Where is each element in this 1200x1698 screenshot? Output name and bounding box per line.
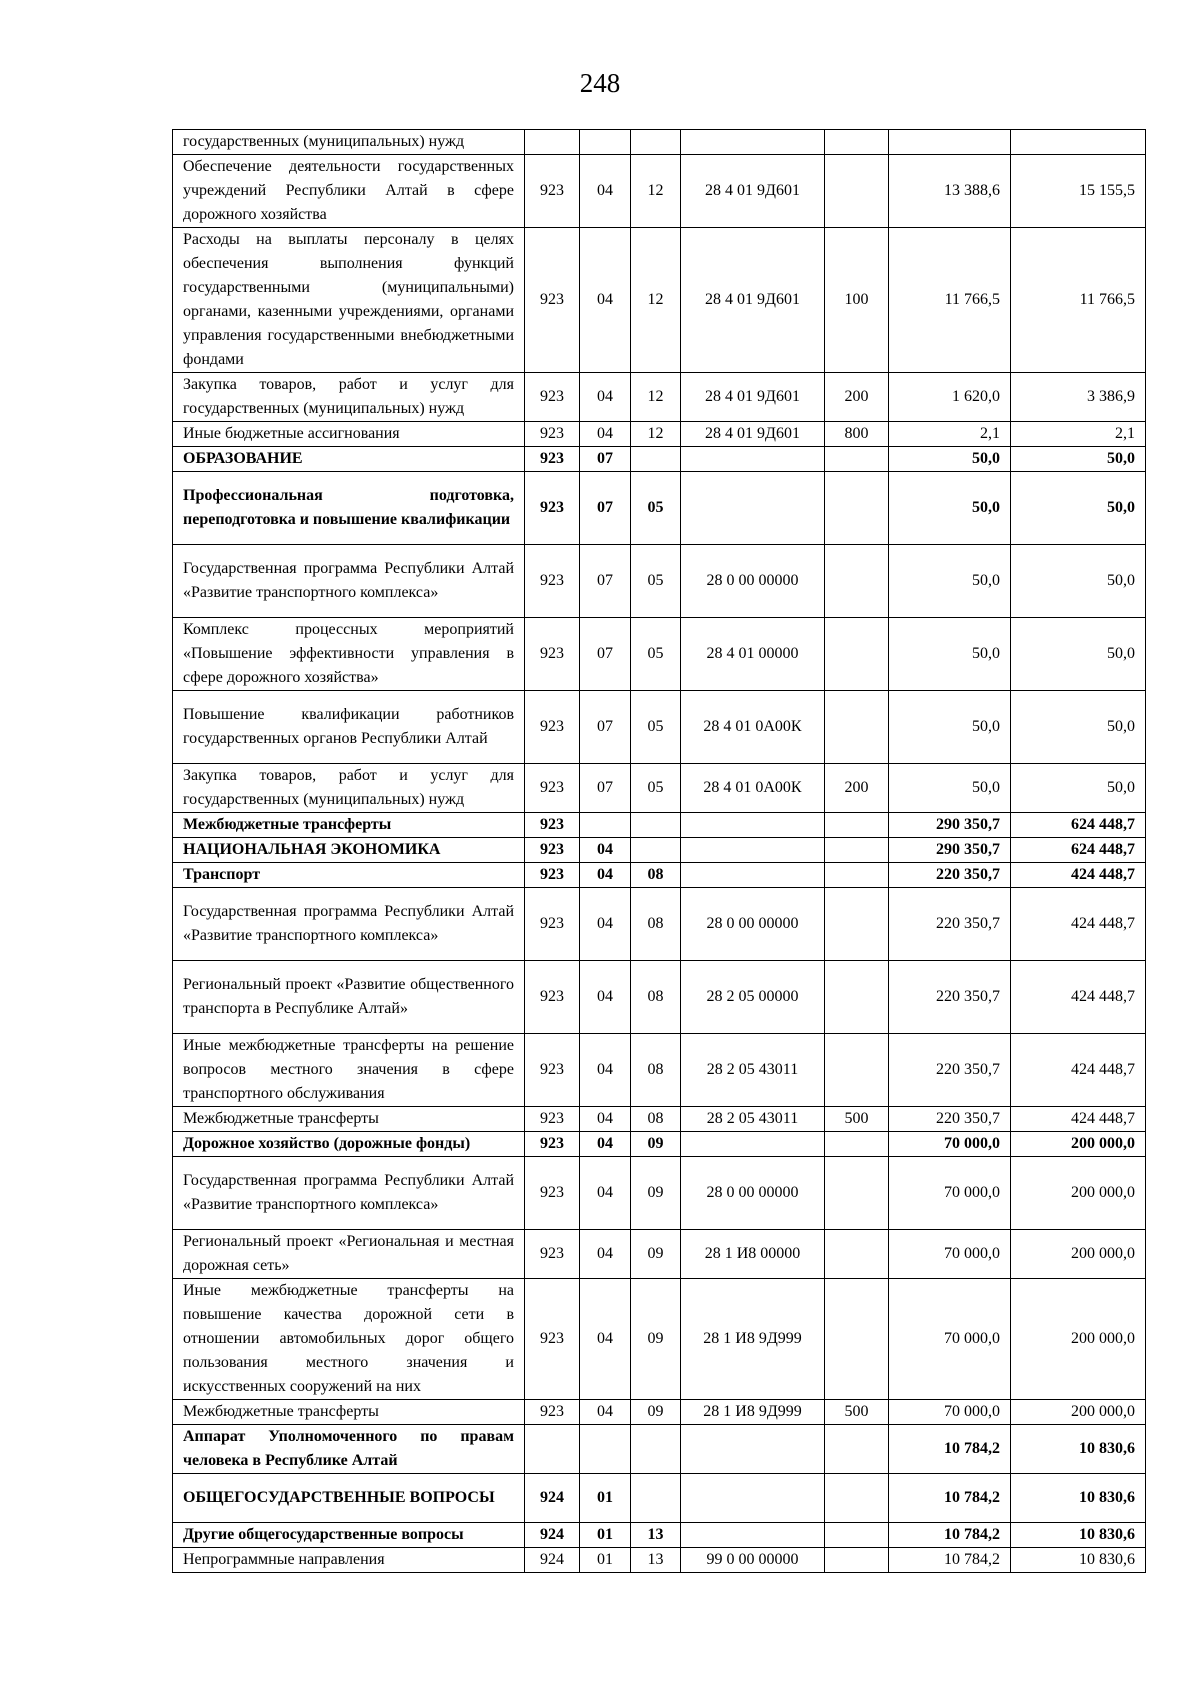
- cell-name: Непрограммные направления: [173, 1548, 525, 1573]
- cell-amount-year-1: 50,0: [889, 447, 1011, 472]
- cell-section-code: 07: [580, 618, 631, 691]
- cell-target-article: 28 4 01 9Д601: [681, 373, 825, 422]
- cell-section-code: 04: [580, 1157, 631, 1230]
- cell-amount-year-2: 200 000,0: [1011, 1400, 1146, 1425]
- cell-amount-year-2: 50,0: [1011, 691, 1146, 764]
- cell-subsection-code: 13: [631, 1548, 681, 1573]
- cell-target-article: 28 4 01 0А00К: [681, 691, 825, 764]
- cell-target-article: 28 0 00 00000: [681, 888, 825, 961]
- cell-section-code: 04: [580, 888, 631, 961]
- table-row: [173, 838, 1146, 863]
- cell-amount-year-2: 624 448,7: [1011, 813, 1146, 838]
- cell-target-article: 28 2 05 43011: [681, 1107, 825, 1132]
- cell-grbs-code: 923: [525, 618, 580, 691]
- cell-grbs-code: 923: [525, 838, 580, 863]
- cell-expense-type: [825, 155, 889, 228]
- cell-subsection-code: 08: [631, 1107, 681, 1132]
- cell-name: Государственная программа Республики Алтай «Развитие транспортного комплекса»: [173, 888, 525, 961]
- cell-target-article: 99 0 00 00000: [681, 1548, 825, 1573]
- cell-amount-year-1: 11 766,5: [889, 228, 1011, 373]
- budget-table: [172, 129, 1146, 1573]
- cell-amount-year-1: 220 350,7: [889, 863, 1011, 888]
- cell-name: Обеспечение деятельности государственных учреждений Республики Алтай в сфере дорожного хозяйства: [173, 155, 525, 228]
- cell-amount-year-2: 3 386,9: [1011, 373, 1146, 422]
- cell-name: Региональный проект «Развитие общественного транспорта в Республике Алтай»: [173, 961, 525, 1034]
- table-row: [173, 1132, 1146, 1157]
- cell-section-code: 04: [580, 1132, 631, 1157]
- cell-name: Иные межбюджетные трансферты на решение вопросов местного значения в сфере транспортного обслуживания: [173, 1034, 525, 1107]
- cell-amount-year-2: 11 766,5: [1011, 228, 1146, 373]
- cell-name: Профессиональная подготовка, переподготовка и повышение квалификации: [173, 472, 525, 545]
- table-row: [173, 764, 1146, 813]
- table-row: [173, 1034, 1146, 1107]
- cell-grbs-code: 923: [525, 1279, 580, 1400]
- cell-amount-year-1: [889, 130, 1011, 155]
- cell-name: Иные межбюджетные трансферты на повышение качества дорожной сети в отношении автомобильных дорог общего пользования местного значения и искусственных сооружений на них: [173, 1279, 525, 1400]
- cell-amount-year-1: 220 350,7: [889, 961, 1011, 1034]
- cell-amount-year-1: 70 000,0: [889, 1132, 1011, 1157]
- cell-amount-year-2: 2,1: [1011, 422, 1146, 447]
- cell-section-code: 04: [580, 155, 631, 228]
- cell-expense-type: 200: [825, 373, 889, 422]
- cell-amount-year-1: 220 350,7: [889, 1107, 1011, 1132]
- cell-name: государственных (муниципальных) нужд: [173, 130, 525, 155]
- cell-subsection-code: 09: [631, 1132, 681, 1157]
- cell-amount-year-2: 200 000,0: [1011, 1157, 1146, 1230]
- cell-expense-type: 200: [825, 764, 889, 813]
- cell-name: НАЦИОНАЛЬНАЯ ЭКОНОМИКА: [173, 838, 525, 863]
- cell-expense-type: [825, 1523, 889, 1548]
- table-row: [173, 228, 1146, 373]
- cell-name: Дорожное хозяйство (дорожные фонды): [173, 1132, 525, 1157]
- cell-grbs-code: 923: [525, 1230, 580, 1279]
- cell-name: Закупка товаров, работ и услуг для государственных (муниципальных) нужд: [173, 764, 525, 813]
- cell-subsection-code: 12: [631, 228, 681, 373]
- table-row: [173, 813, 1146, 838]
- cell-amount-year-2: 624 448,7: [1011, 838, 1146, 863]
- cell-amount-year-2: 424 448,7: [1011, 1107, 1146, 1132]
- cell-amount-year-1: 50,0: [889, 691, 1011, 764]
- cell-expense-type: [825, 1548, 889, 1573]
- cell-subsection-code: [631, 813, 681, 838]
- cell-amount-year-1: 70 000,0: [889, 1230, 1011, 1279]
- cell-target-article: [681, 1132, 825, 1157]
- cell-section-code: 04: [580, 1230, 631, 1279]
- table-row: [173, 422, 1146, 447]
- cell-target-article: [681, 447, 825, 472]
- cell-target-article: [681, 472, 825, 545]
- cell-subsection-code: 05: [631, 545, 681, 618]
- cell-name: Повышение квалификации работников государственных органов Республики Алтай: [173, 691, 525, 764]
- cell-section-code: 04: [580, 838, 631, 863]
- cell-name: Другие общегосударственные вопросы: [173, 1523, 525, 1548]
- cell-grbs-code: 923: [525, 447, 580, 472]
- cell-section-code: 04: [580, 1034, 631, 1107]
- cell-amount-year-1: 220 350,7: [889, 888, 1011, 961]
- cell-name: Межбюджетные трансферты: [173, 1107, 525, 1132]
- cell-amount-year-1: 50,0: [889, 764, 1011, 813]
- cell-grbs-code: 923: [525, 813, 580, 838]
- table-row: [173, 1474, 1146, 1523]
- cell-amount-year-2: 10 830,6: [1011, 1474, 1146, 1523]
- cell-grbs-code: 923: [525, 422, 580, 447]
- cell-grbs-code: 924: [525, 1548, 580, 1573]
- cell-expense-type: [825, 1132, 889, 1157]
- cell-expense-type: [825, 130, 889, 155]
- table-body: [173, 130, 1146, 1573]
- cell-amount-year-2: 50,0: [1011, 764, 1146, 813]
- cell-section-code: 07: [580, 472, 631, 545]
- cell-subsection-code: 12: [631, 155, 681, 228]
- cell-amount-year-1: 10 784,2: [889, 1548, 1011, 1573]
- cell-section-code: 01: [580, 1474, 631, 1523]
- cell-grbs-code: 923: [525, 155, 580, 228]
- table-row: [173, 1548, 1146, 1573]
- cell-section-code: 07: [580, 764, 631, 813]
- cell-amount-year-2: 50,0: [1011, 447, 1146, 472]
- cell-name: Закупка товаров, работ и услуг для государственных (муниципальных) нужд: [173, 373, 525, 422]
- cell-name: Государственная программа Республики Алтай «Развитие транспортного комплекса»: [173, 1157, 525, 1230]
- cell-amount-year-2: 15 155,5: [1011, 155, 1146, 228]
- table-row: [173, 1107, 1146, 1132]
- cell-target-article: [681, 1474, 825, 1523]
- table-row: [173, 618, 1146, 691]
- cell-expense-type: [825, 472, 889, 545]
- cell-target-article: 28 1 И8 9Д999: [681, 1279, 825, 1400]
- cell-target-article: 28 4 01 9Д601: [681, 228, 825, 373]
- cell-name: Расходы на выплаты персоналу в целях обеспечения выполнения функций государственными (муниципальными) органами, казенными учреждениями, органами управления государственными внебюджетными фондами: [173, 228, 525, 373]
- cell-subsection-code: [631, 1474, 681, 1523]
- cell-subsection-code: 09: [631, 1230, 681, 1279]
- cell-expense-type: [825, 961, 889, 1034]
- cell-target-article: 28 4 01 0А00К: [681, 764, 825, 813]
- cell-section-code: 04: [580, 863, 631, 888]
- cell-name: Аппарат Уполномоченного по правам человека в Республике Алтай: [173, 1425, 525, 1474]
- cell-grbs-code: 923: [525, 472, 580, 545]
- cell-section-code: 04: [580, 1279, 631, 1400]
- cell-expense-type: [825, 691, 889, 764]
- cell-grbs-code: 923: [525, 228, 580, 373]
- cell-section-code: 01: [580, 1523, 631, 1548]
- cell-name: ОБЩЕГОСУДАРСТВЕННЫЕ ВОПРОСЫ: [173, 1474, 525, 1523]
- cell-amount-year-1: 290 350,7: [889, 813, 1011, 838]
- cell-subsection-code: 13: [631, 1523, 681, 1548]
- cell-target-article: 28 4 01 9Д601: [681, 155, 825, 228]
- cell-amount-year-1: 13 388,6: [889, 155, 1011, 228]
- cell-subsection-code: 09: [631, 1400, 681, 1425]
- cell-expense-type: [825, 1474, 889, 1523]
- cell-grbs-code: 923: [525, 863, 580, 888]
- table-row: [173, 373, 1146, 422]
- cell-amount-year-2: 50,0: [1011, 545, 1146, 618]
- cell-expense-type: 500: [825, 1107, 889, 1132]
- cell-section-code: [580, 813, 631, 838]
- cell-amount-year-2: 10 830,6: [1011, 1425, 1146, 1474]
- cell-section-code: 04: [580, 373, 631, 422]
- cell-subsection-code: 05: [631, 618, 681, 691]
- cell-amount-year-1: 50,0: [889, 545, 1011, 618]
- cell-grbs-code: [525, 1425, 580, 1474]
- cell-subsection-code: [631, 838, 681, 863]
- cell-target-article: 28 0 00 00000: [681, 545, 825, 618]
- cell-grbs-code: 923: [525, 1400, 580, 1425]
- cell-amount-year-1: 2,1: [889, 422, 1011, 447]
- cell-expense-type: [825, 1279, 889, 1400]
- cell-section-code: 01: [580, 1548, 631, 1573]
- cell-amount-year-2: 424 448,7: [1011, 961, 1146, 1034]
- page-number: 248: [579, 68, 621, 98]
- cell-section-code: 04: [580, 1107, 631, 1132]
- cell-amount-year-1: 10 784,2: [889, 1523, 1011, 1548]
- cell-amount-year-2: 200 000,0: [1011, 1230, 1146, 1279]
- cell-name: Межбюджетные трансферты: [173, 813, 525, 838]
- cell-expense-type: [825, 888, 889, 961]
- cell-target-article: 28 1 И8 00000: [681, 1230, 825, 1279]
- cell-target-article: 28 0 00 00000: [681, 1157, 825, 1230]
- cell-grbs-code: 923: [525, 1034, 580, 1107]
- cell-grbs-code: 923: [525, 764, 580, 813]
- cell-grbs-code: 923: [525, 373, 580, 422]
- cell-subsection-code: [631, 130, 681, 155]
- cell-grbs-code: 923: [525, 691, 580, 764]
- cell-subsection-code: 05: [631, 764, 681, 813]
- cell-expense-type: [825, 1425, 889, 1474]
- cell-section-code: 04: [580, 422, 631, 447]
- cell-amount-year-2: 200 000,0: [1011, 1132, 1146, 1157]
- cell-amount-year-1: 290 350,7: [889, 838, 1011, 863]
- table-row: [173, 961, 1146, 1034]
- cell-subsection-code: 12: [631, 422, 681, 447]
- table-row: [173, 863, 1146, 888]
- cell-target-article: 28 1 И8 9Д999: [681, 1400, 825, 1425]
- cell-amount-year-2: 10 830,6: [1011, 1523, 1146, 1548]
- cell-grbs-code: 923: [525, 545, 580, 618]
- cell-name: ОБРАЗОВАНИЕ: [173, 447, 525, 472]
- cell-expense-type: [825, 1230, 889, 1279]
- table-row: [173, 155, 1146, 228]
- cell-grbs-code: 923: [525, 1107, 580, 1132]
- cell-expense-type: [825, 447, 889, 472]
- cell-section-code: 07: [580, 691, 631, 764]
- cell-grbs-code: 923: [525, 1157, 580, 1230]
- table-row: [173, 1400, 1146, 1425]
- cell-target-article: [681, 130, 825, 155]
- cell-grbs-code: 923: [525, 888, 580, 961]
- cell-amount-year-2: 200 000,0: [1011, 1279, 1146, 1400]
- cell-subsection-code: 09: [631, 1279, 681, 1400]
- cell-section-code: 04: [580, 961, 631, 1034]
- cell-target-article: [681, 838, 825, 863]
- cell-subsection-code: 09: [631, 1157, 681, 1230]
- cell-target-article: [681, 1425, 825, 1474]
- cell-amount-year-1: 10 784,2: [889, 1474, 1011, 1523]
- table-row: [173, 1523, 1146, 1548]
- table-row: [173, 130, 1146, 155]
- cell-amount-year-2: 10 830,6: [1011, 1548, 1146, 1573]
- cell-grbs-code: 923: [525, 961, 580, 1034]
- cell-subsection-code: 08: [631, 863, 681, 888]
- cell-target-article: 28 2 05 43011: [681, 1034, 825, 1107]
- cell-target-article: 28 2 05 00000: [681, 961, 825, 1034]
- cell-expense-type: 800: [825, 422, 889, 447]
- cell-amount-year-1: 10 784,2: [889, 1425, 1011, 1474]
- cell-grbs-code: 924: [525, 1523, 580, 1548]
- table-row: [173, 447, 1146, 472]
- cell-name: Межбюджетные трансферты: [173, 1400, 525, 1425]
- cell-subsection-code: 05: [631, 691, 681, 764]
- cell-grbs-code: 923: [525, 1132, 580, 1157]
- table-row: [173, 545, 1146, 618]
- cell-expense-type: [825, 1034, 889, 1107]
- cell-name: Государственная программа Республики Алтай «Развитие транспортного комплекса»: [173, 545, 525, 618]
- cell-subsection-code: 08: [631, 1034, 681, 1107]
- cell-amount-year-1: 70 000,0: [889, 1400, 1011, 1425]
- cell-section-code: 07: [580, 447, 631, 472]
- table-row: [173, 472, 1146, 545]
- cell-amount-year-2: 424 448,7: [1011, 863, 1146, 888]
- cell-expense-type: 500: [825, 1400, 889, 1425]
- cell-amount-year-1: 50,0: [889, 618, 1011, 691]
- cell-expense-type: [825, 1157, 889, 1230]
- cell-name: Иные бюджетные ассигнования: [173, 422, 525, 447]
- cell-subsection-code: [631, 447, 681, 472]
- table-row: [173, 691, 1146, 764]
- cell-name: Транспорт: [173, 863, 525, 888]
- cell-expense-type: [825, 838, 889, 863]
- cell-grbs-code: 924: [525, 1474, 580, 1523]
- cell-amount-year-2: 50,0: [1011, 618, 1146, 691]
- cell-expense-type: [825, 813, 889, 838]
- cell-subsection-code: 05: [631, 472, 681, 545]
- cell-expense-type: [825, 545, 889, 618]
- cell-expense-type: [825, 863, 889, 888]
- cell-expense-type: 100: [825, 228, 889, 373]
- table-row: [173, 1425, 1146, 1474]
- cell-amount-year-2: 424 448,7: [1011, 888, 1146, 961]
- cell-name: Комплекс процессных мероприятий «Повышение эффективности управления в сфере дорожного хозяйства»: [173, 618, 525, 691]
- table-row: [173, 888, 1146, 961]
- cell-name: Региональный проект «Региональная и местная дорожная сеть»: [173, 1230, 525, 1279]
- cell-amount-year-1: 220 350,7: [889, 1034, 1011, 1107]
- table-row: [173, 1157, 1146, 1230]
- cell-amount-year-1: 50,0: [889, 472, 1011, 545]
- cell-expense-type: [825, 618, 889, 691]
- cell-target-article: [681, 1523, 825, 1548]
- table-row: [173, 1279, 1146, 1400]
- cell-target-article: [681, 813, 825, 838]
- cell-subsection-code: 12: [631, 373, 681, 422]
- cell-target-article: 28 4 01 9Д601: [681, 422, 825, 447]
- cell-amount-year-2: 50,0: [1011, 472, 1146, 545]
- cell-section-code: [580, 130, 631, 155]
- cell-subsection-code: [631, 1425, 681, 1474]
- cell-grbs-code: [525, 130, 580, 155]
- cell-subsection-code: 08: [631, 888, 681, 961]
- cell-section-code: 07: [580, 545, 631, 618]
- cell-amount-year-2: [1011, 130, 1146, 155]
- cell-section-code: 04: [580, 228, 631, 373]
- cell-amount-year-1: 1 620,0: [889, 373, 1011, 422]
- table-row: [173, 1230, 1146, 1279]
- cell-subsection-code: 08: [631, 961, 681, 1034]
- cell-amount-year-1: 70 000,0: [889, 1279, 1011, 1400]
- cell-amount-year-2: 424 448,7: [1011, 1034, 1146, 1107]
- cell-target-article: 28 4 01 00000: [681, 618, 825, 691]
- cell-amount-year-1: 70 000,0: [889, 1157, 1011, 1230]
- cell-target-article: [681, 863, 825, 888]
- cell-section-code: [580, 1425, 631, 1474]
- cell-section-code: 04: [580, 1400, 631, 1425]
